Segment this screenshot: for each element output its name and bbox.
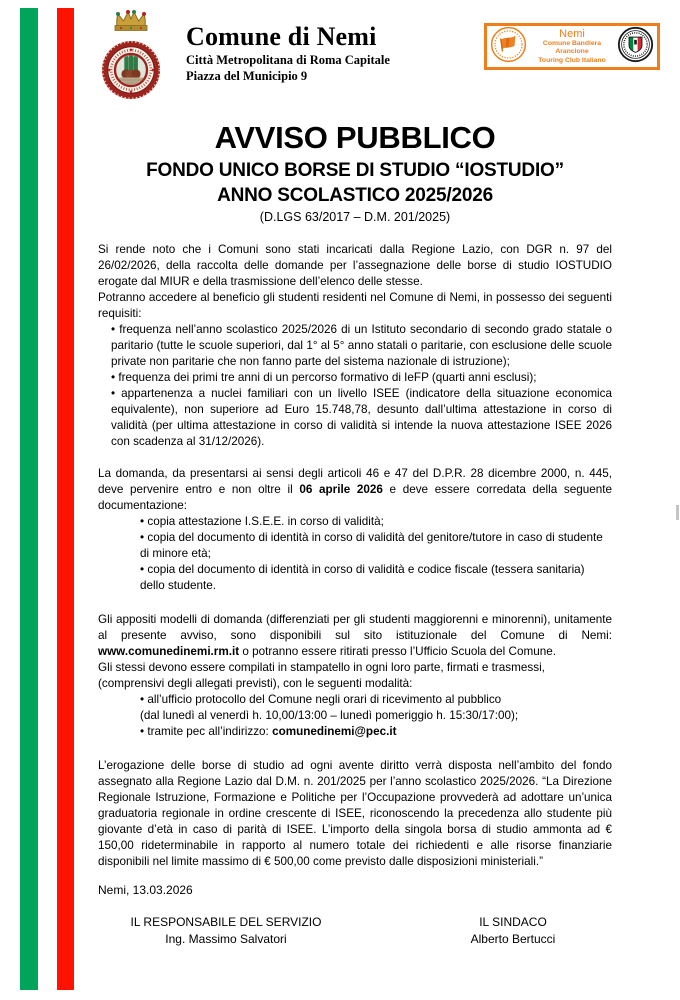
list-item: • copia del documento di identità in corso di validità e codice fiscale (tessera sanitaria) dello studente. [98, 562, 612, 594]
paragraph-eligibility: Potranno accedere al beneficio gli studenti residenti nel Comune di Nemi, in possesso dei seguenti requisiti: [98, 291, 612, 320]
paragraph-forms: Gli appositi modelli di domanda (differenziati per gli studenti maggiorenni e minorenni), unitamente al presente avviso, sono disponibili sul sito istituzionale del Comune di Nemi: www.comunedinemi.rm.it o potranno essere ritirati presso l’Ufficio Scuola del Comune. [98, 613, 612, 658]
touring-club-italiano-icon [617, 26, 654, 68]
paragraph-funding: L’erogazione delle borse di studio ad ogni avente diritto verrà disposta nell’ambito del fondo assegnato alla Regione Lazio dal D.M. n. 201/2025 per l’anno scolastico 2025/2026. “La Direzione Regionale Istruzione, Formazione e Politiche per l’Occupazione provvederà ad adottare un’unica graduatoria regionale in ordine crescente di ISEE, riconoscendo la precedenza allo studente più giovante d’età in caso di parità di ISEE. L’importo della singola borsa di studio ammonta ad € 150,00 rideterminabile in rapporto al numero totale dei richiedenti e alle risorse finanziarie disponibili nel limite massimo di € 500,00 come previsto dalle disposizioni ministeriali.” [98, 759, 612, 868]
roundel [102, 41, 160, 99]
paragraph-forms-line1: Gli stessi devono essere compilati in stampatello in ogni loro parte, firmati e trasmessi, [98, 661, 545, 674]
badge-subtitle-2: Touring Club Italiano [538, 56, 606, 64]
list-item: • copia attestazione I.S.E.E. in corso di validità; [98, 514, 612, 530]
bandiera-arancione-icon [490, 26, 527, 68]
application-deadline: 06 aprile 2026 [299, 483, 383, 496]
badge-text-block [530, 28, 614, 66]
place-and-date: Nemi, 13.03.2026 [98, 883, 193, 897]
notice-footer [98, 882, 612, 954]
list-item: • appartenenza a nuclei familiari con un livello ISEE (indicatore della situazione economica equivalente), non superiore ad Euro 15.748,78, desunto dall’ultima attestazione in corso di validità (per ultima attestazione in corso di validità si intende la nuova attestazione ISEE 2026 con scadenza al 31/12/2026). [98, 386, 612, 450]
crown-icon [115, 10, 147, 31]
signature-name: Alberto Bertucci [470, 932, 556, 946]
flag-stripe-green [20, 8, 38, 990]
badge-title: Nemi [559, 27, 585, 40]
paragraph-intro: Si rende noto che i Comuni sono stati incaricati dalla Regione Lazio, con DGR n. 97 del 26/02/2026, della raccolta delle domande per l’assegnazione delle borse di studio IOSTUDIO erogate dal MIUR e della trasmissione dell’elenco delle stesse. [98, 243, 612, 288]
notice-subtitle-line2: ANNO SCOLASTICO 2025/2026 [217, 185, 493, 206]
flag-stripe-red [57, 8, 74, 990]
documents-list [98, 514, 612, 594]
bandiera-arancione-badge [484, 23, 660, 70]
notice-body [98, 118, 612, 870]
list-item-continuation: (dal lunedì al venerdì h. 10,00/13:00 – lunedì pomeriggio h. 15:30/17:00); [140, 709, 519, 722]
signature-mayor [428, 914, 598, 948]
list-item: • frequenza dei primi tre anni di un percorso formativo di IeFP (quarti anni esclusi); [98, 370, 612, 386]
pec-email: comunedinemi@pec.it [272, 725, 397, 738]
signature-service-manager [106, 914, 346, 948]
signature-name: Ing. Massimo Salvatori [165, 932, 287, 946]
paragraph-forms-line2: (comprensivi degli allegati previsti), con le seguenti modalità: [98, 677, 413, 690]
list-item: • all’ufficio protocollo del Comune negli orari di ricevimento al pubblico [98, 692, 612, 708]
website-url: www.comunedinemi.rm.it [98, 645, 240, 658]
signature-role: IL SINDACO [479, 915, 547, 929]
municipality-address-line1: Città Metropolitana di Roma Capitale [186, 53, 390, 67]
nemi-coat-of-arms-icon [101, 6, 161, 107]
requirements-list [98, 322, 612, 450]
municipality-name: Comune di Nemi [186, 22, 377, 51]
notice-title: AVVISO PUBBLICO [214, 120, 496, 155]
paragraph-application: La domanda, da presentarsi ai sensi degli articoli 46 e 47 del D.P.R. 28 dicembre 2000, n. 445, deve pervenire entro e non oltre il 06 aprile 2026 e deve essere corredata della seguente documentazione: [98, 467, 612, 512]
signature-row [98, 914, 612, 954]
submission-list [98, 692, 612, 740]
list-item: • copia del documento di identità in corso di validità del genitore/tutore in caso di studente di minore età; [98, 530, 612, 562]
signature-role: IL RESPONSABILE DEL SERVIZIO [130, 915, 322, 929]
scrollbar-thumb[interactable] [676, 505, 679, 520]
header-municipality-block [186, 21, 390, 84]
municipality-address-line2: Piazza del Municipio 9 [186, 69, 308, 83]
notice-decree-reference: (D.LGS 63/2017 – D.M. 201/2025) [259, 210, 451, 224]
list-item: • tramite pec all’indirizzo: comunedinemi@pec.it [98, 724, 612, 740]
badge-subtitle-1: Comune Bandiera Arancione [542, 39, 602, 56]
list-item: • frequenza nell’anno scolastico 2025/2026 di un Istituto secondario di secondo grado statale o paritario (tutte le scuole superiori, dal 1° al 5° anno statali o paritarie, con esclusione delle scuole private non paritarie che non fanno parte del sistema nazionale di istruzione); [98, 322, 612, 370]
notice-subtitle-line1: FONDO UNICO BORSE DI STUDIO “IOSTUDIO” [146, 160, 564, 181]
